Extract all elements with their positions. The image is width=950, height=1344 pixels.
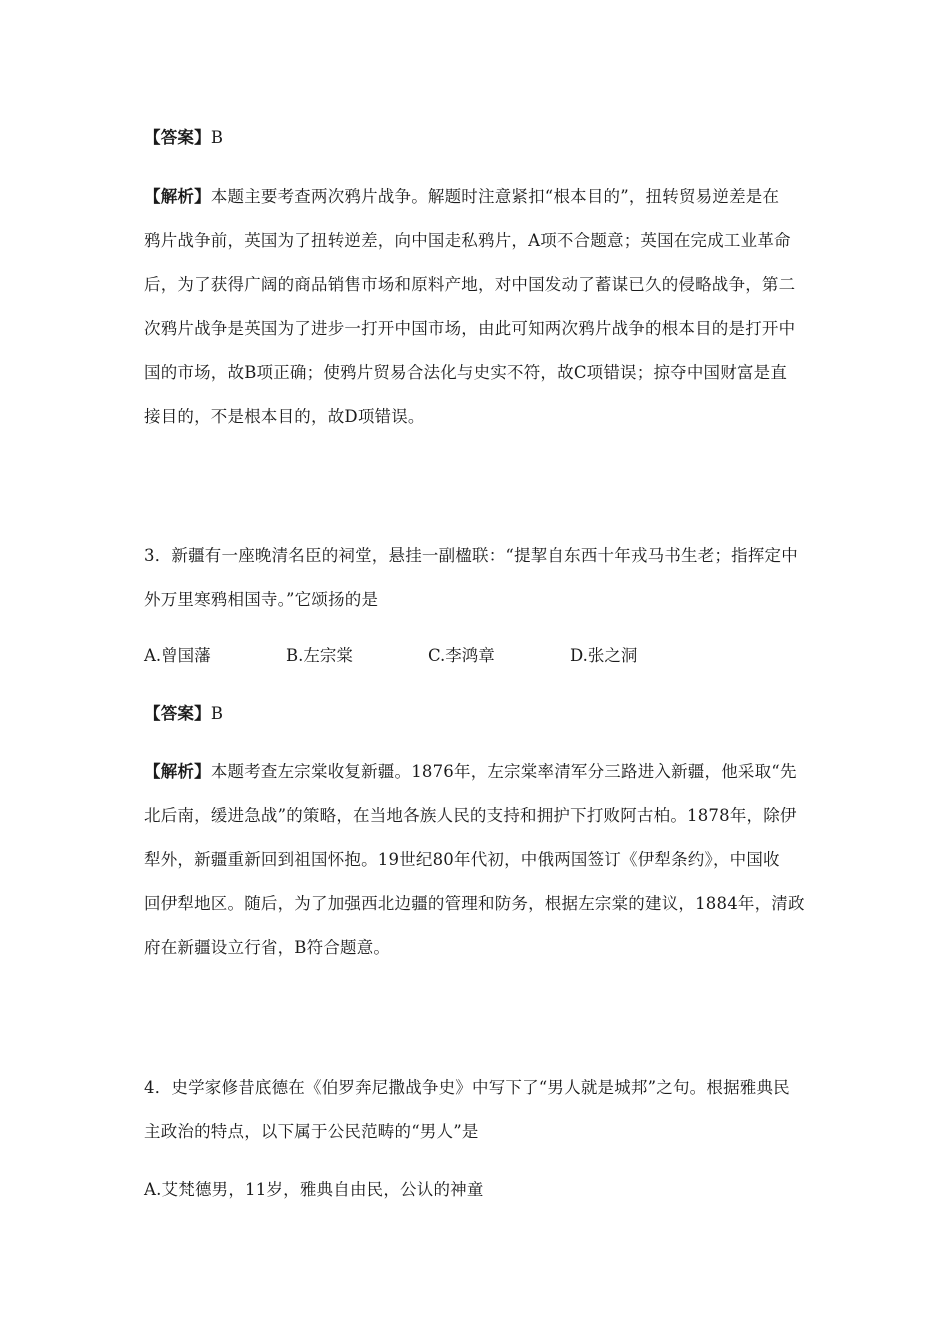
q3-analysis-line: 回伊犁地区。随后，为了加强西北边疆的管理和防务，根据左宗棠的建议，1884年，清政 (144, 894, 805, 913)
q2-answer (144, 128, 223, 148)
q2-analysis-line: 接目的，不是根本目的，故D项错误。 (144, 407, 425, 426)
q4-option-a: A.艾梵德男，11岁，雅典自由民，公认的神童 (144, 1180, 484, 1199)
q2-analysis-line: 次鸦片战争是英国为了进步一打开中国市场，由此可知两次鸦片战争的根本目的是打开中 (144, 319, 796, 338)
q3-option-a: A.曾国藩 (144, 646, 211, 665)
q2-analysis-text: 本题主要考查两次鸦片战争。解题时注意紧扣“根本目的”，扭转贸易逆差是在 (210, 187, 780, 206)
q2-answer-value: B (210, 128, 224, 147)
q3-analysis-line: 府在新疆设立行省，B符合题意。 (144, 938, 391, 957)
q3-analysis-label: 【解析】 (144, 762, 211, 781)
q2-answer-label: 【答案】 (144, 128, 211, 147)
q3-analysis-line: 犁外，新疆重新回到祖国怀抱。19世纪80年代初，中俄两国签订《伊犁条约》，中国收 (144, 850, 780, 869)
q3-analysis-line (144, 762, 797, 782)
q3-analysis-text: 本题考查左宗棠收复新疆。1876年，左宗棠率清军分三路进入新疆，他采取“先 (210, 762, 797, 781)
q3-answer-value: B (210, 704, 224, 723)
q3-stem-line: 外万里寒鸦相国寺。”它颂扬的是 (144, 590, 379, 609)
q2-analysis-line (144, 187, 779, 207)
q2-analysis-label: 【解析】 (144, 187, 211, 206)
q4-stem-line: 4．史学家修昔底德在《伯罗奔尼撒战争史》中写下了“男人就是城邦”之句。根据雅典民 (144, 1078, 790, 1097)
q3-stem-line: 3．新疆有一座晚清名臣的祠堂，悬挂一副楹联：“提挈自东西十年戎马书生老；指挥定中 (144, 546, 798, 565)
q3-analysis-line: 北后南，缓进急战”的策略，在当地各族人民的支持和拥护下打败阿古柏。1878年，除伊 (144, 806, 797, 825)
q3-answer-label: 【答案】 (144, 704, 211, 723)
q3-option-c: C.李鸿章 (428, 646, 495, 665)
q2-analysis-line: 国的市场，故B项正确；使鸦片贸易合法化与史实不符，故C项错误；掠夺中国财富是直 (144, 363, 788, 382)
q3-option-b: B.左宗棠 (286, 646, 353, 665)
q4-stem-line: 主政治的特点，以下属于公民范畴的“男人”是 (144, 1122, 479, 1141)
q3-option-d: D.张之洞 (570, 646, 638, 665)
q3-answer (144, 704, 223, 724)
q2-analysis-line: 后，为了获得广阔的商品销售市场和原料产地，对中国发动了蓄谋已久的侵略战争，第二 (144, 275, 796, 294)
q2-analysis-line: 鸦片战争前，英国为了扭转逆差，向中国走私鸦片，A项不合题意；英国在完成工业革命 (144, 231, 791, 250)
